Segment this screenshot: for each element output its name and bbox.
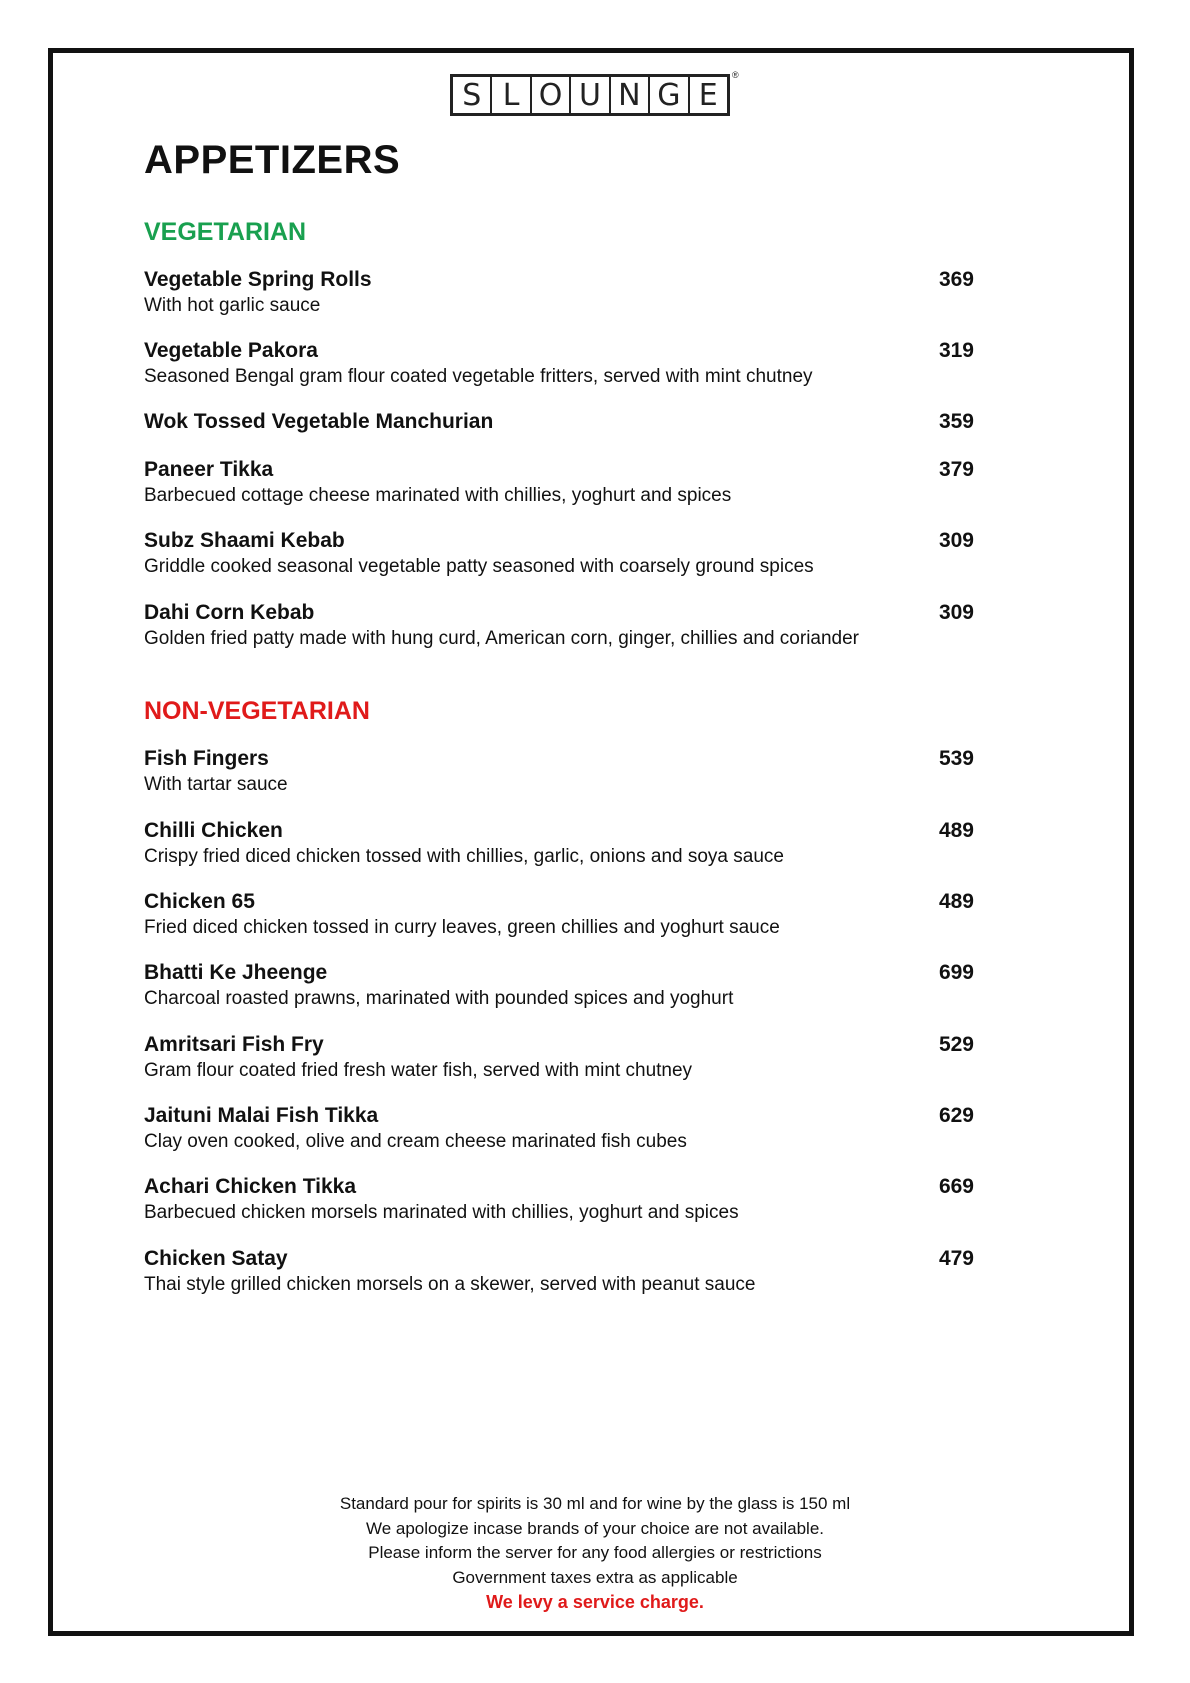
item-name: Bhatti Ke Jheenge <box>144 961 328 984</box>
page-title: APPETIZERS <box>144 138 401 182</box>
item-name: Chilli Chicken <box>144 819 283 842</box>
item-name: Chicken 65 <box>144 890 255 913</box>
menu-item <box>144 889 974 941</box>
item-name: Chicken Satay <box>144 1247 288 1270</box>
item-name: Dahi Corn Kebab <box>144 601 315 624</box>
menu-item <box>144 746 974 798</box>
logo-letter: L <box>492 77 531 113</box>
menu-item <box>144 267 974 319</box>
item-price: 319 <box>938 339 974 362</box>
item-description: Golden fried patty made with hung curd, American corn, ginger, chillies and coriander <box>144 628 860 649</box>
menu-item <box>144 1032 974 1084</box>
logo-letter: E <box>698 77 718 113</box>
item-price: 629 <box>938 1104 974 1127</box>
item-price: 539 <box>938 747 974 770</box>
slounge-logo <box>450 70 739 118</box>
menu-item <box>144 600 974 652</box>
menu-item <box>144 528 974 580</box>
item-price: 379 <box>938 458 974 481</box>
registered-mark: ® <box>732 70 739 80</box>
item-name: Vegetable Spring Rolls <box>144 268 372 291</box>
item-description: Seasoned Bengal gram flour coated vegetable fritters, served with mint chutney <box>144 366 813 387</box>
item-name: Jaituni Malai Fish Tikka <box>144 1104 379 1127</box>
item-name: Vegetable Pakora <box>144 339 318 362</box>
item-price: 359 <box>938 410 974 433</box>
item-description: Clay oven cooked, olive and cream cheese marinated fish cubes <box>144 1131 687 1152</box>
menu-item <box>144 1246 974 1298</box>
item-description: With hot garlic sauce <box>144 295 321 316</box>
menu-footer-notes <box>200 1492 990 1615</box>
item-price: 529 <box>938 1033 974 1056</box>
item-price: 489 <box>938 819 974 842</box>
item-description: With tartar sauce <box>144 774 288 795</box>
menu-item <box>144 818 974 870</box>
logo-letter: U <box>571 77 610 113</box>
footer-note: We apologize incase brands of your choice are not available. <box>365 1518 825 1538</box>
footer-note: Standard pour for spirits is 30 ml and for wine by the glass is 150 ml <box>339 1494 851 1513</box>
item-description: Barbecued cottage cheese marinated with chillies, yoghurt and spices <box>144 485 732 506</box>
item-price: 309 <box>938 601 974 624</box>
item-name: Amritsari Fish Fry <box>144 1033 324 1056</box>
item-name: Achari Chicken Tikka <box>144 1175 357 1198</box>
menu-item <box>144 960 974 1012</box>
item-price: 479 <box>938 1247 974 1270</box>
footer-note: Please inform the server for any food allergies or restrictions <box>368 1543 822 1562</box>
item-description: Charcoal roasted prawns, marinated with pounded spices and yoghurt <box>144 988 734 1009</box>
item-name: Paneer Tikka <box>144 458 274 481</box>
item-description: Crispy fried diced chicken tossed with chillies, garlic, onions and soya sauce <box>144 846 784 867</box>
item-description: Fried diced chicken tossed in curry leaves, green chillies and yoghurt sauce <box>144 917 780 938</box>
logo-letter: S <box>453 77 492 113</box>
menu-item <box>144 457 974 509</box>
logo-letter: G <box>650 77 689 113</box>
item-name: Wok Tossed Vegetable Manchurian <box>144 410 494 433</box>
item-description: Gram flour coated fried fresh water fish, served with mint chutney <box>144 1060 693 1081</box>
logo-letter: O <box>532 77 571 113</box>
item-description: Barbecued chicken morsels marinated with chillies, yoghurt and spices <box>144 1202 739 1223</box>
service-charge-note: We levy a service charge. <box>486 1592 704 1612</box>
item-name: Subz Shaami Kebab <box>144 529 345 552</box>
section-heading-non-vegetarian: NON-VEGETARIAN <box>144 697 370 725</box>
item-price: 699 <box>938 961 974 984</box>
section-heading-vegetarian: VEGETARIAN <box>144 218 307 246</box>
menu-item <box>144 409 974 435</box>
menu-item <box>144 1174 974 1226</box>
footer-note: Government taxes extra as applicable <box>452 1567 738 1587</box>
item-price: 369 <box>938 268 974 291</box>
item-description: Griddle cooked seasonal vegetable patty seasoned with coarsely ground spices <box>144 556 814 577</box>
menu-item <box>144 1103 974 1155</box>
item-name: Fish Fingers <box>144 747 269 770</box>
item-price: 489 <box>938 890 974 913</box>
logo-letter-boxes <box>450 74 730 116</box>
item-price: 309 <box>938 529 974 552</box>
item-description: Thai style grilled chicken morsels on a skewer, served with peanut sauce <box>144 1274 756 1295</box>
logo-letter: N <box>611 77 650 113</box>
item-price: 669 <box>938 1175 974 1198</box>
menu-item <box>144 338 974 390</box>
